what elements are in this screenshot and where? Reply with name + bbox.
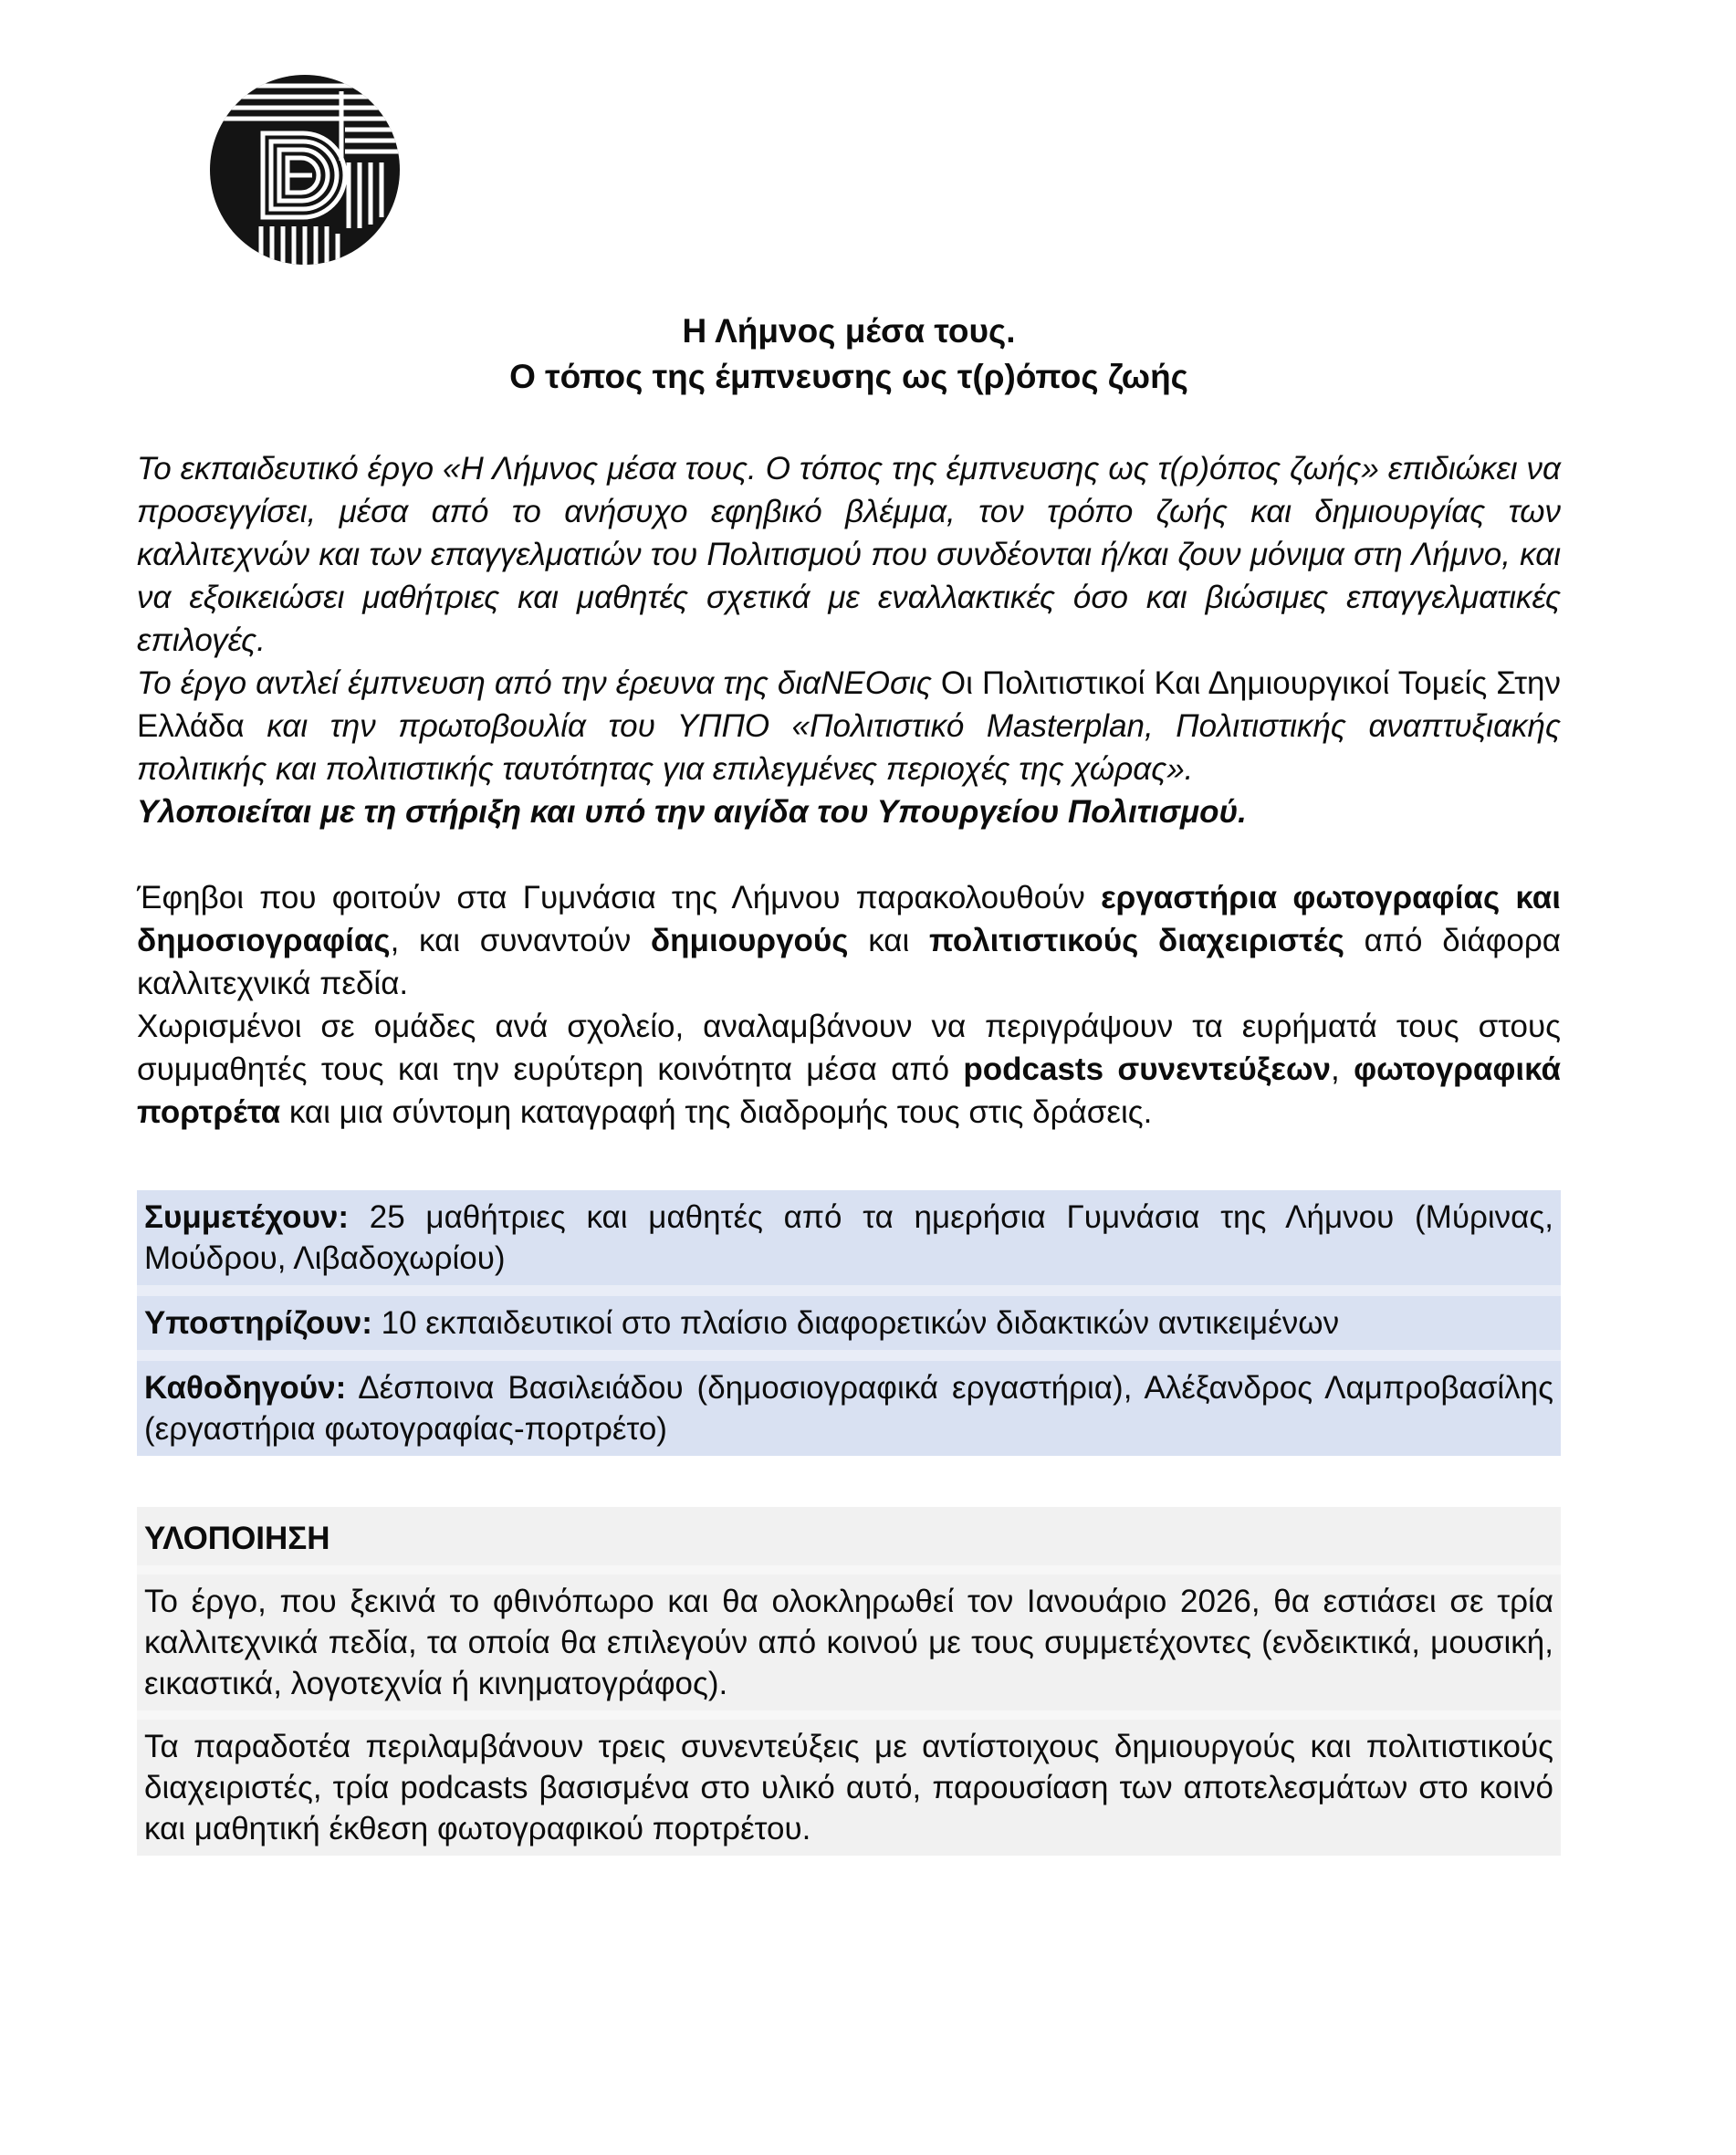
participants-row-support — [137, 1296, 1561, 1350]
text-segment: από διάφορα καλλιτεχνικά πεδία. — [137, 923, 1562, 1001]
implementation-paragraph-1: Το έργο, που ξεκινά το φθινόπωρο και θα ολοκληρωθεί τον Ιανουάριο 2026, θα εστιάσει σε τρία καλλιτεχνικά πεδία, τα οποία θα επιλεγούν από κοινού με τους συμμετέχοντες (ενδεικτικά, μουσική, εικαστικά, λογοτεχνία ή κινηματογράφος). — [137, 1574, 1561, 1710]
text-segment: και — [848, 923, 929, 958]
row-text: 10 εκπαιδευτικοί στο πλαίσιο διαφορετικών διδακτικών αντικειμένων — [371, 1305, 1340, 1341]
text-segment: Το εκπαιδευτικό έργο «Η Λήμνος μέσα τους. Ο τόπος της έμπνευσης ως τ(ρ)όπος ζωής» επιδιώκει να προσεγγίσει, μέσα από το ανήσυχο εφηβικό βλέμμα, τον τρόπο ζωής και δημιουργίας των καλλιτεχνών και των επαγγελματιών του Πολιτισμού που συνδέονται ή/και ζουν μόνιμα στη Λήμνο, και να εξοικειώσει μαθήτριες και μαθητές σχετικά με εναλλακτικές όσο και βιώσιμες επαγγελματικές επιλογές. — [137, 451, 1561, 658]
body-paragraph-teams — [137, 1005, 1561, 1134]
text-segment: Οι Πολιτιστικοί Και Δημιουργικοί Τομείς Στην Ελλάδα — [137, 665, 1561, 744]
text-segment: Το έργο αντλεί έμπνευση από την έρευνα της διαΝΕΟσις — [137, 665, 941, 701]
row-label: Υποστηρίζουν: — [144, 1305, 372, 1341]
page-title — [137, 309, 1561, 400]
row-label: Καθοδηγούν: — [144, 1370, 347, 1406]
text-segment: εργαστήρια φωτογραφίας και δημοσιογραφίας — [137, 880, 1561, 958]
title-line-1: Η Λήμνος μέσα τους. — [682, 312, 1016, 350]
text-segment: Υλοποιείται με τη στήριξη και υπό την αιγίδα του Υπουργείου Πολιτισμού. — [137, 794, 1247, 830]
pt-monogram-logo — [208, 73, 402, 267]
intro-paragraph-support — [137, 790, 1561, 833]
intro-paragraph-1 — [137, 447, 1561, 662]
implementation-paragraph-2: Τα παραδοτέα περιλαμβάνουν τρεις συνεντεύξεις με αντίστοιχους δημιουργούς και πολιτιστικούς διαχειριστές, τρία podcasts βασισμένα στο υλικό αυτό, παρουσίαση των αποτελεσμάτων στο κοινό και μαθητική έκθεση φωτογραφικού πορτρέτου. — [137, 1720, 1561, 1856]
document-content — [137, 0, 1561, 1856]
text-segment: και μια σύντομη καταγραφή της διαδρομής τους στις δράσεις. — [280, 1094, 1153, 1130]
text-segment: , και συναντούν — [390, 923, 651, 958]
striped-circle-logo-icon — [208, 73, 402, 267]
row-text: Δέσποινα Βασιλειάδου (δημοσιογραφικά εργαστήρια), Αλέξανδρος Λαμπροβασίλης (εργαστήρια φωτογραφίας-πορτρέτο) — [144, 1370, 1553, 1447]
title-line-2: Ο τόπος της έμπνευσης ως τ(ρ)όπος ζωής — [509, 358, 1188, 395]
participants-row-guide — [137, 1361, 1561, 1456]
text-segment: πολιτιστικούς διαχειριστές — [929, 923, 1344, 958]
intro-paragraph-2 — [137, 662, 1561, 790]
text-segment: δημιουργούς — [650, 923, 849, 958]
intro-section — [137, 447, 1561, 833]
text-segment: Έφηβοι που φοιτούν στα Γυμνάσια της Λήμνου παρακολουθούν — [137, 880, 1102, 915]
participants-section — [137, 1190, 1561, 1456]
text-segment: Χωρισμένοι σε ομάδες ανά σχολείο, αναλαμβάνουν να περιγράψουν τα ευρήματά τους στους συμμαθητές τους και την ευρύτερη κοινότητα μέσα από — [137, 1009, 1561, 1087]
participants-row-participate — [137, 1190, 1561, 1285]
row-label: Συμμετέχουν: — [144, 1199, 349, 1235]
body-paragraph-workshops — [137, 876, 1561, 1005]
text-segment: , — [1331, 1051, 1354, 1087]
implementation-heading: ΥΛΟΠΟΙΗΣΗ — [137, 1507, 1561, 1565]
text-segment: podcasts συνεντεύξεων — [963, 1051, 1332, 1087]
implementation-section — [137, 1507, 1561, 1856]
row-text: 25 μαθήτριες και μαθητές από τα ημερήσια Γυμνάσια της Λήμνου (Μύρινας, Μούδρου, Λιβαδοχωρίου) — [144, 1199, 1553, 1276]
text-segment: και την πρωτοβουλία του ΥΠΠΟ «Πολιτιστικό Masterplan, Πολιτιστικής αναπτυξιακής πολιτικής και πολιτιστικής ταυτότητας για επιλεγμένες περιοχές της χώρας». — [137, 708, 1561, 787]
text-segment: φωτογραφικά πορτρέτα — [137, 1051, 1561, 1130]
